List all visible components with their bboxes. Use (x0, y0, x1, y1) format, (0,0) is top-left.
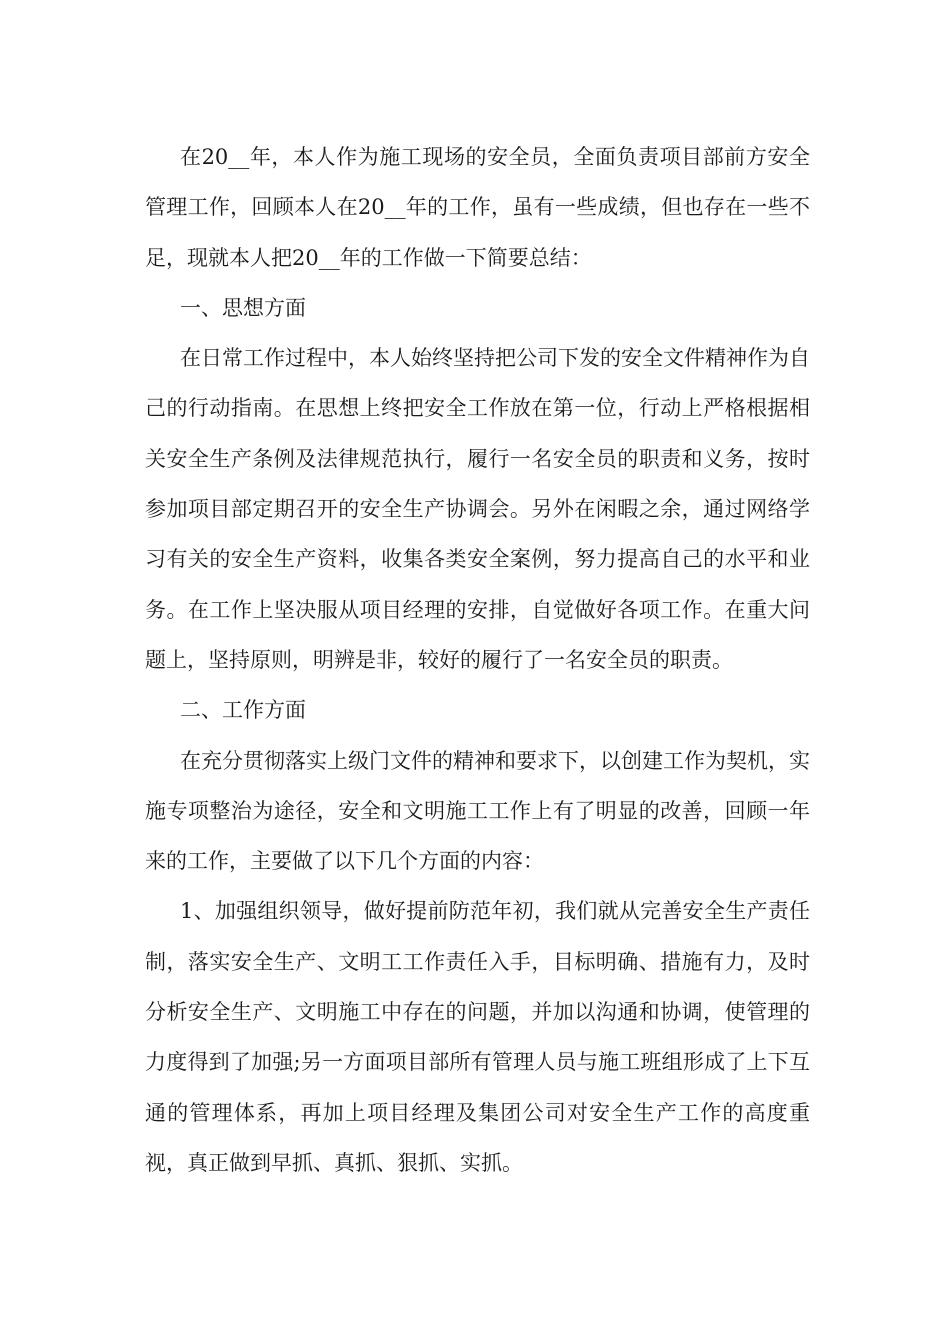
section-body-thought: 在日常工作过程中，本人始终坚持把公司下发的安全文件精神作为自己的行动指南。在思想上终把安全工作放在第一位，行动上严格根据相关安全生产条例及法律规范执行，履行一名安全员的职责和义务，按时参加项目部定期召开的安全生产协调会。另外在闲暇之余，通过网络学习有关的安全生产资料，收集各类安全案例，努力提高自己的水平和业务。在工作上坚决服从项目经理的安排，自觉做好各项工作。在重大问题上，坚持原则，明辨是非，较好的履行了一名安全员的职责。 (145, 346, 810, 672)
list-item-1: 1、加强组织领导，做好提前防范年初，我们就从完善安全生产责任制，落实安全生产、文明工工作责任入手，目标明确、措施有力，及时分析安全生产、文明施工中存在的问题，并加以沟通和协调，使管理的力度得到了加强;另一方面项目部所有管理人员与施工班组形成了上下互通的管理体系，再加上项目经理及集团公司对安全生产工作的高度重视，真正做到早抓、真抓、狠抓、实抓。 (145, 899, 810, 1175)
section-heading-thought: 一、思想方面 (180, 295, 306, 320)
document-body (145, 132, 810, 1188)
intro-paragraph: 在20__年，本人作为施工现场的安全员，全面负责项目部前方安全管理工作，回顾本人在20__年的工作，虽有一些成绩，但也存在一些不足，现就本人把20__年的工作做一下简要总结： (145, 145, 810, 270)
section-heading-work: 二、工作方面 (180, 698, 306, 723)
section-body-work: 在充分贯彻落实上级门文件的精神和要求下，以创建工作为契机，实施专项整治为途径，安全和文明施工工作上有了明显的改善，回顾一年来的工作，主要做了以下几个方面的内容： (145, 748, 810, 874)
